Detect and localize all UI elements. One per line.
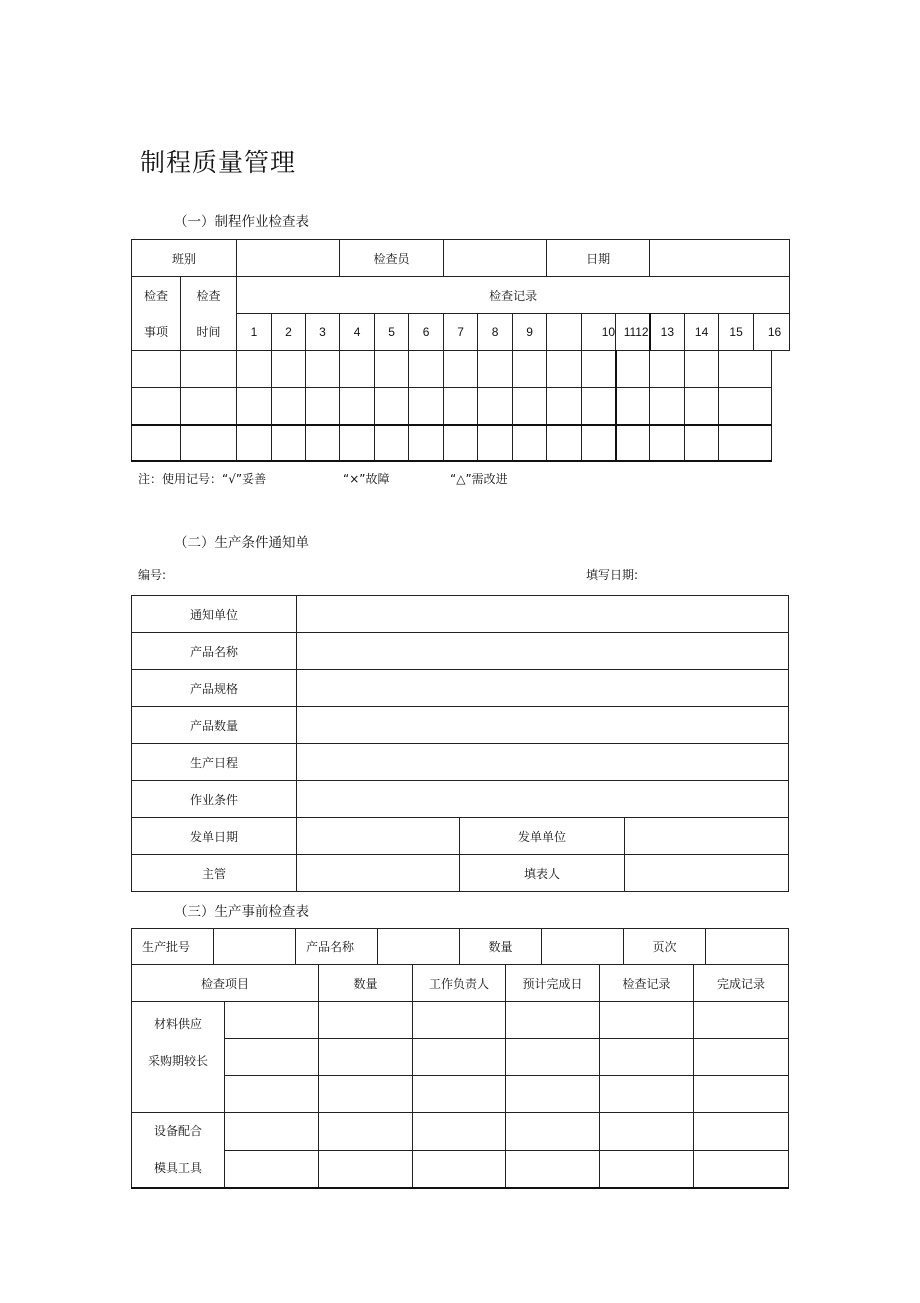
issue-unit-label: 发单单位 [460,818,625,855]
group-material-line2: 采购期较长 [147,1054,208,1068]
qty-value[interactable] [542,929,624,965]
inspector-value[interactable] [444,240,547,277]
cell[interactable] [685,351,719,388]
column-header: 2 [272,314,306,351]
column-header: 10 [582,314,616,351]
supervisor-value[interactable] [297,855,460,892]
column-header: 14 [685,314,719,351]
column-header: 7 [444,314,478,351]
cell[interactable] [409,388,444,425]
cell[interactable] [413,1150,506,1188]
cell[interactable] [719,425,772,461]
group-material [132,1002,225,1113]
column-header: 3 [306,314,340,351]
pre-production-table [131,928,789,965]
product-label: 产品名称 [296,929,378,965]
cell[interactable] [719,388,772,425]
column-header: 9 [513,314,547,351]
cell[interactable] [181,425,237,461]
column-header [547,314,582,351]
cell[interactable] [506,1076,600,1113]
cell[interactable] [409,351,444,388]
cell[interactable] [306,425,340,461]
row-value[interactable] [297,670,789,707]
cell[interactable] [272,425,306,461]
cell[interactable] [319,1150,413,1188]
row-value[interactable] [297,633,789,670]
cell[interactable] [478,351,513,388]
cell[interactable] [600,1002,694,1039]
column-header: 15 [719,314,754,351]
cell[interactable] [650,351,685,388]
filler-value[interactable] [625,855,789,892]
group-equipment [132,1113,225,1189]
row-label: 通知单位 [132,596,297,633]
shift-label: 班别 [132,240,237,277]
column-header: 8 [478,314,513,351]
cell[interactable] [237,425,272,461]
row-value[interactable] [297,744,789,781]
cell[interactable] [478,388,513,425]
cell[interactable] [181,388,237,425]
cell[interactable] [225,1113,319,1151]
cell[interactable] [340,425,375,461]
cell[interactable] [600,1150,694,1188]
page-value[interactable] [706,929,789,965]
cell[interactable] [506,1113,600,1151]
cell[interactable] [616,425,650,461]
row-label: 产品规格 [132,670,297,707]
cell[interactable] [694,1076,789,1113]
row-value[interactable] [297,596,789,633]
cell[interactable] [685,388,719,425]
column-header: 13 [650,314,685,351]
cell[interactable] [650,425,685,461]
cell[interactable] [409,425,444,461]
column-header: 5 [375,314,409,351]
cell[interactable] [444,388,478,425]
cell[interactable] [506,1002,600,1039]
cell[interactable] [506,1150,600,1188]
section2-heading: （二）生产条件通知单 [174,535,309,551]
cell[interactable] [582,425,616,461]
number-label: 编号: [138,568,167,582]
row-label: 作业条件 [132,781,297,818]
group-equipment-line1: 设备配合 [153,1124,202,1138]
cell[interactable] [132,351,181,388]
column-header: 4 [340,314,375,351]
legend-fault: “×”故障 [343,472,390,486]
cell[interactable] [582,388,616,425]
cell[interactable] [478,425,513,461]
legend-improve: “△”需改进 [450,472,508,486]
cell[interactable] [225,1076,319,1113]
cell[interactable] [694,1150,789,1188]
cell[interactable] [319,1002,413,1039]
filler-label: 填表人 [460,855,625,892]
cell[interactable] [132,425,181,461]
cell[interactable] [181,351,237,388]
cell[interactable] [272,351,306,388]
cell[interactable] [340,388,375,425]
row-label: 产品数量 [132,707,297,744]
row-value[interactable] [297,707,789,744]
inspector-label: 检查员 [340,240,444,277]
column-header: 16 [754,314,790,351]
cell[interactable] [547,388,582,425]
cell[interactable] [582,351,616,388]
pre-production-detail-table [131,964,789,1189]
cell[interactable] [225,1039,319,1076]
issue-date-label: 发单日期 [132,818,297,855]
cell[interactable] [132,388,181,425]
cell[interactable] [306,351,340,388]
cell[interactable] [375,388,409,425]
cell[interactable] [319,1039,413,1076]
cell[interactable] [444,351,478,388]
row-label: 生产日程 [132,744,297,781]
cell[interactable] [694,1113,789,1151]
header-check-item: 检查项目 [132,965,319,1002]
condition-notice-table [131,595,789,892]
section3-heading: （三）生产事前检查表 [174,904,309,920]
cell[interactable] [694,1039,789,1076]
column-header: 1112 [616,314,650,351]
group-equipment-line2: 模具工具 [153,1161,202,1175]
inspection-table [131,239,790,462]
section1-heading: （一）制程作业检查表 [174,214,309,230]
header-owner: 工作负责人 [413,965,506,1002]
header-quantity: 数量 [319,965,413,1002]
cell[interactable] [225,1150,319,1188]
fill-date-label: 填写日期: [586,568,639,582]
batch-label: 生产批号 [132,929,214,965]
cell[interactable] [306,388,340,425]
time-label-top: 检查 [181,277,237,314]
header-due-date: 预计完成日 [506,965,600,1002]
cell[interactable] [319,1113,413,1151]
header-check-record: 检查记录 [600,965,694,1002]
header-complete-record: 完成记录 [694,965,789,1002]
cell[interactable] [600,1113,694,1151]
cell[interactable] [375,351,409,388]
cell[interactable] [225,1002,319,1039]
product-value[interactable] [378,929,460,965]
date-label: 日期 [547,240,650,277]
issue-unit-value[interactable] [625,818,789,855]
cell[interactable] [375,425,409,461]
cell[interactable] [547,425,582,461]
cell[interactable] [719,351,772,388]
cell[interactable] [413,1076,506,1113]
legend-check: 注：使用记号：“√”妥善 [138,472,267,486]
batch-value[interactable] [214,929,296,965]
cell[interactable] [237,388,272,425]
cell[interactable] [600,1039,694,1076]
cell[interactable] [340,351,375,388]
row-label: 产品名称 [132,633,297,670]
record-label: 检查记录 [237,277,790,314]
cell[interactable] [650,388,685,425]
page-title: 制程质量管理 [140,148,297,177]
group-material-line1: 材料供应 [153,1017,202,1031]
cell[interactable] [600,1076,694,1113]
item-label-bottom: 事项 [132,314,181,351]
cell[interactable] [444,425,478,461]
page-label: 页次 [624,929,706,965]
cell[interactable] [413,1002,506,1039]
cell[interactable] [513,425,547,461]
date-value[interactable] [650,240,790,277]
cell[interactable] [694,1002,789,1039]
cell[interactable] [616,388,650,425]
cell[interactable] [272,388,306,425]
cell[interactable] [513,388,547,425]
cell[interactable] [506,1039,600,1076]
cell[interactable] [237,351,272,388]
qty-label: 数量 [460,929,542,965]
row-value[interactable] [297,781,789,818]
issue-date-value[interactable] [297,818,460,855]
item-label-top: 检查 [132,277,181,314]
shift-value[interactable] [237,240,340,277]
cell[interactable] [413,1039,506,1076]
cell[interactable] [513,351,547,388]
cell[interactable] [685,425,719,461]
column-header: 6 [409,314,444,351]
cell[interactable] [616,351,650,388]
cell[interactable] [547,351,582,388]
column-header: 1 [237,314,272,351]
supervisor-label: 主管 [132,855,297,892]
time-label-bottom: 时间 [181,314,237,351]
cell[interactable] [413,1113,506,1151]
cell[interactable] [319,1076,413,1113]
